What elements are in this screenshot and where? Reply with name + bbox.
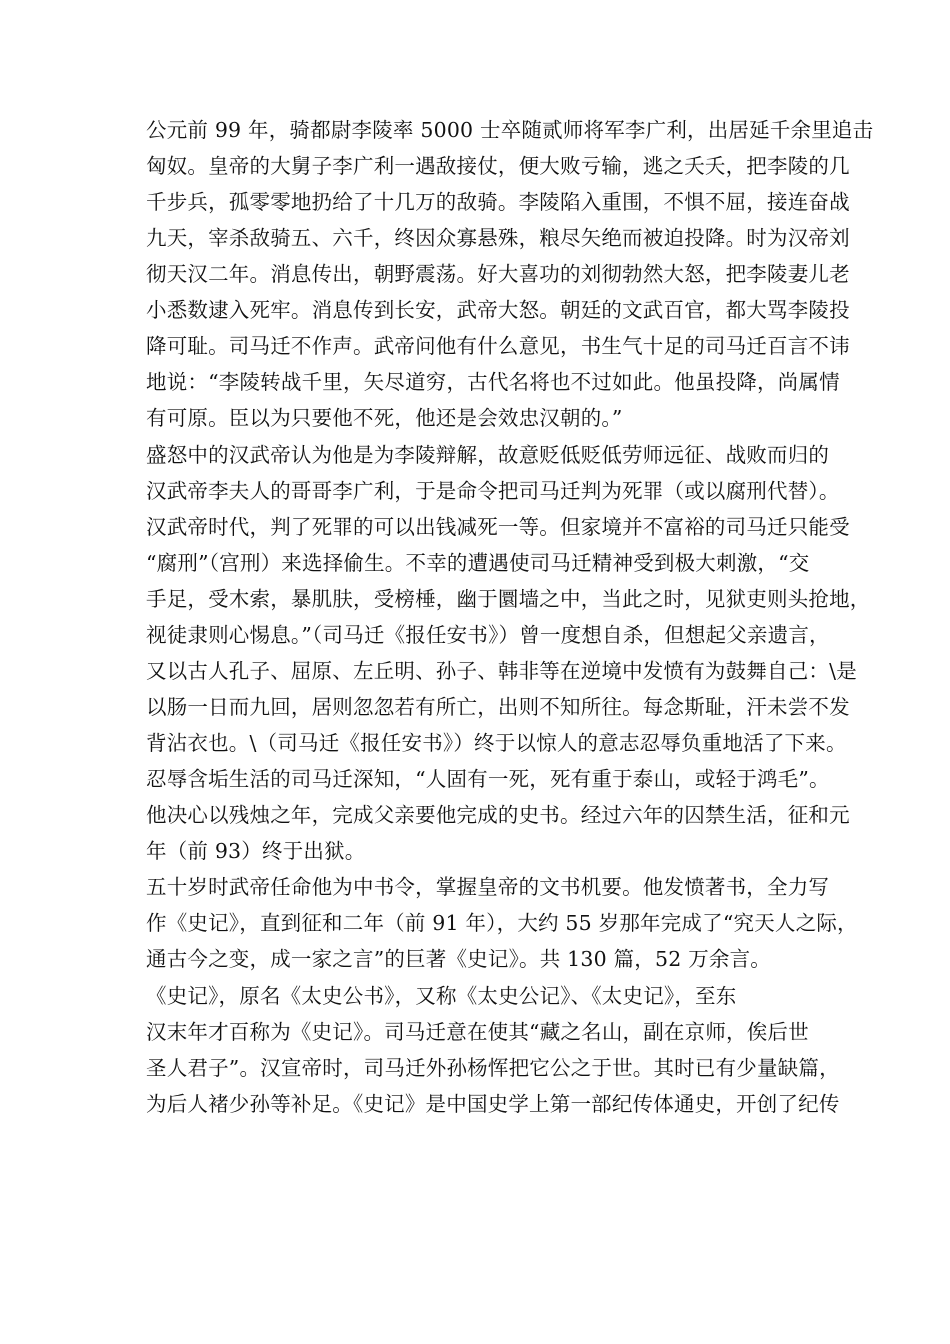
text-line: 作《史记》，直到征和二年（前 91 年），大约 55 岁那年完成了“究天人之际， [146, 911, 858, 935]
paragraph-start-line: 五十岁时武帝任命他为中书令，掌握皇帝的文书机要。他发愤著书，全力写 [146, 875, 830, 899]
text-line: 通古今之变，成一家之言”的巨著《史记》。共 130 篇，52 万余言。 [146, 947, 771, 971]
text-line: 忍辱含垢生活的司马迁深知，“人固有一死，死有重于泰山，或轻于鸿毛”。 [146, 767, 830, 791]
text-line: 九天，宰杀敌骑五、六千，终因众寡悬殊，粮尽矢绝而被迫投降。时为汉帝刘 [146, 226, 850, 250]
text-line: 公元前 99 年，骑都尉李陵率 5000 士卒随贰师将军李广利，出居延千余里追击 [146, 118, 874, 142]
text-line: 背沾衣也。\（司马迁《报任安书》）终于以惊人的意志忍辱负重地活了下来。 [146, 731, 847, 755]
text-line: 降可耻。司马迁不作声。武帝问他有什么意见，书生气十足的司马迁百言不讳 [146, 334, 850, 358]
text-line: 又以古人孔子、屈原、左丘明、孙子、韩非等在逆境中发愤有为鼓舞自己：\是 [146, 659, 857, 683]
paragraph-start-line: 盛怒中的汉武帝认为他是为李陵辩解，故意贬低贬低劳师远征、战败而归的 [146, 443, 830, 467]
text-line: 汉武帝李夫人的哥哥李广利，于是命令把司马迁判为死罪（或以腐刑代替）。 [146, 479, 840, 503]
text-line: 年（前 93）终于出狱。 [146, 839, 366, 863]
text-line: “腐刑”（宫刑）来选择偷生。不幸的遭遇使司马迁精神受到极大刺激，“交 [146, 551, 810, 575]
paragraph-start-line: 《史记》，原名《太史公书》，又称《太史公记》、《太史记》，至东 [146, 984, 737, 1008]
text-line: 匈奴。皇帝的大舅子李广利一遇敌接仗，便大败亏输，逃之夭夭，把李陵的几 [146, 154, 850, 178]
text-line: 千步兵，孤零零地扔给了十几万的敌骑。李陵陷入重围，不惧不屈，接连奋战 [146, 190, 850, 214]
text-line: 手足，受木索，暴肌肤，受榜棰，幽于圜墙之中，当此之时，见狱吏则头抢地， [146, 587, 871, 611]
text-line: 地说：“李陵转战千里，矢尽道穷，古代名将也不过如此。他虽投降，尚属情 [146, 370, 840, 394]
text-line: 小悉数逮入死牢。消息传到长安，武帝大怒。朝廷的文武百官，都大骂李陵投 [146, 298, 850, 322]
text-line: 圣人君子”。汉宣帝时，司马迁外孙杨恽把它公之于世。其时已有少量缺篇， [146, 1056, 840, 1080]
text-line: 视徒隶则心惕息。”（司马迁《报任安书》）曾一度想自杀，但想起父亲遗言， [146, 623, 830, 647]
text-line: 有可原。臣以为只要他不死，他还是会效忠汉朝的。” [146, 406, 623, 430]
text-line: 汉末年才百称为《史记》。司马迁意在使其“藏之名山，副在京师，俟后世 [146, 1020, 809, 1044]
text-line: 为后人褚少孙等补足。《史记》是中国史学上第一部纪传体通史，开创了纪传 [146, 1092, 840, 1116]
text-line: 汉武帝时代，判了死罪的可以出钱减死一等。但家境并不富裕的司马迁只能受 [146, 515, 850, 539]
text-line: 他决心以残烛之年，完成父亲要他完成的史书。经过六年的囚禁生活，征和元 [146, 803, 850, 827]
text-line: 以肠一日而九回，居则忽忽若有所亡，出则不知所往。每念斯耻，汗未尝不发 [146, 695, 850, 719]
text-line: 彻天汉二年。消息传出，朝野震荡。好大喜功的刘彻勃然大怒，把李陵妻儿老 [146, 262, 850, 286]
